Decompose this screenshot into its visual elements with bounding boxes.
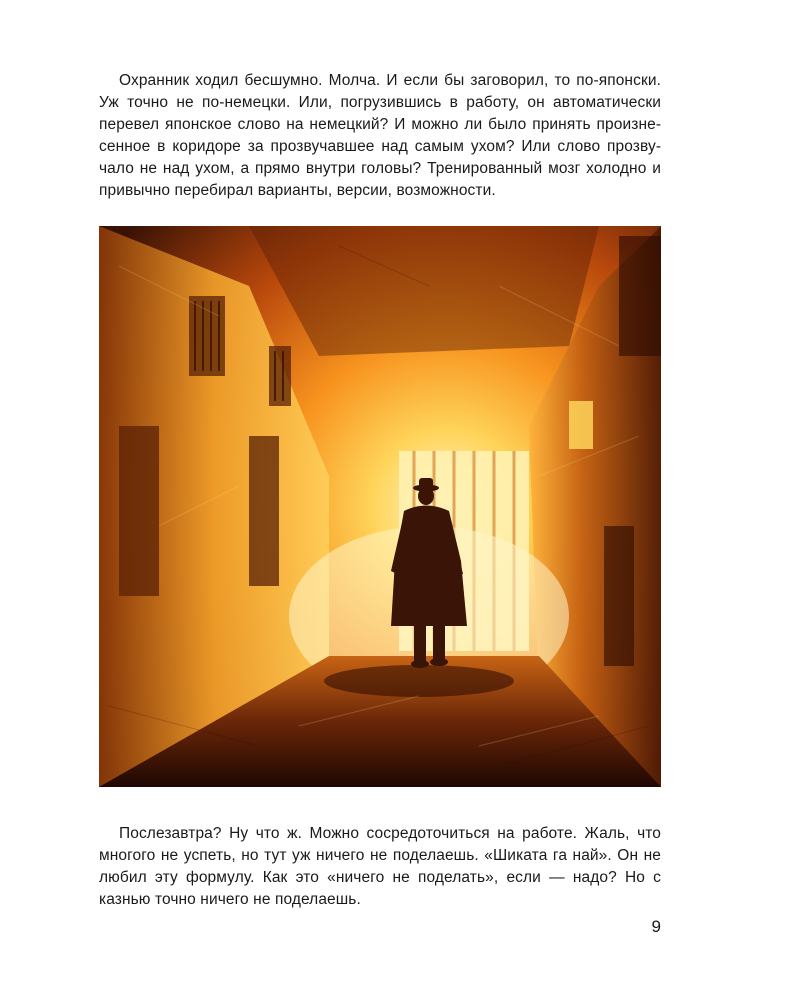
body-paragraph-top: Охранник ходил бесшумно. Молча. И если бы заговорил, то по-японски. Уж точно не по-немецки. Или, погрузившись в работу, он автоматически перевел японское слово на немецкий? И можно ли было принять произнесенное в коридоре за прозвучавшее над самым ухом? Или слово прозвучало не над ухом, а прямо внутри головы? Тренированный мозг холодно и привычно перебирал варианты, версии, возможности. [99,72,661,199]
corridor-illustration [99,226,661,787]
page-number: 9 [651,917,661,936]
body-paragraph-bottom: Послезавтра? Ну что ж. Можно сосредоточиться на работе. Жаль, что многого не успеть, но тут уж ничего не поделаешь. «Шиката га най». Он не любил эту формулу. Как это «ничего не поделать», если — надо? Но с казнью точно ничего не поделаешь. [99,825,661,908]
